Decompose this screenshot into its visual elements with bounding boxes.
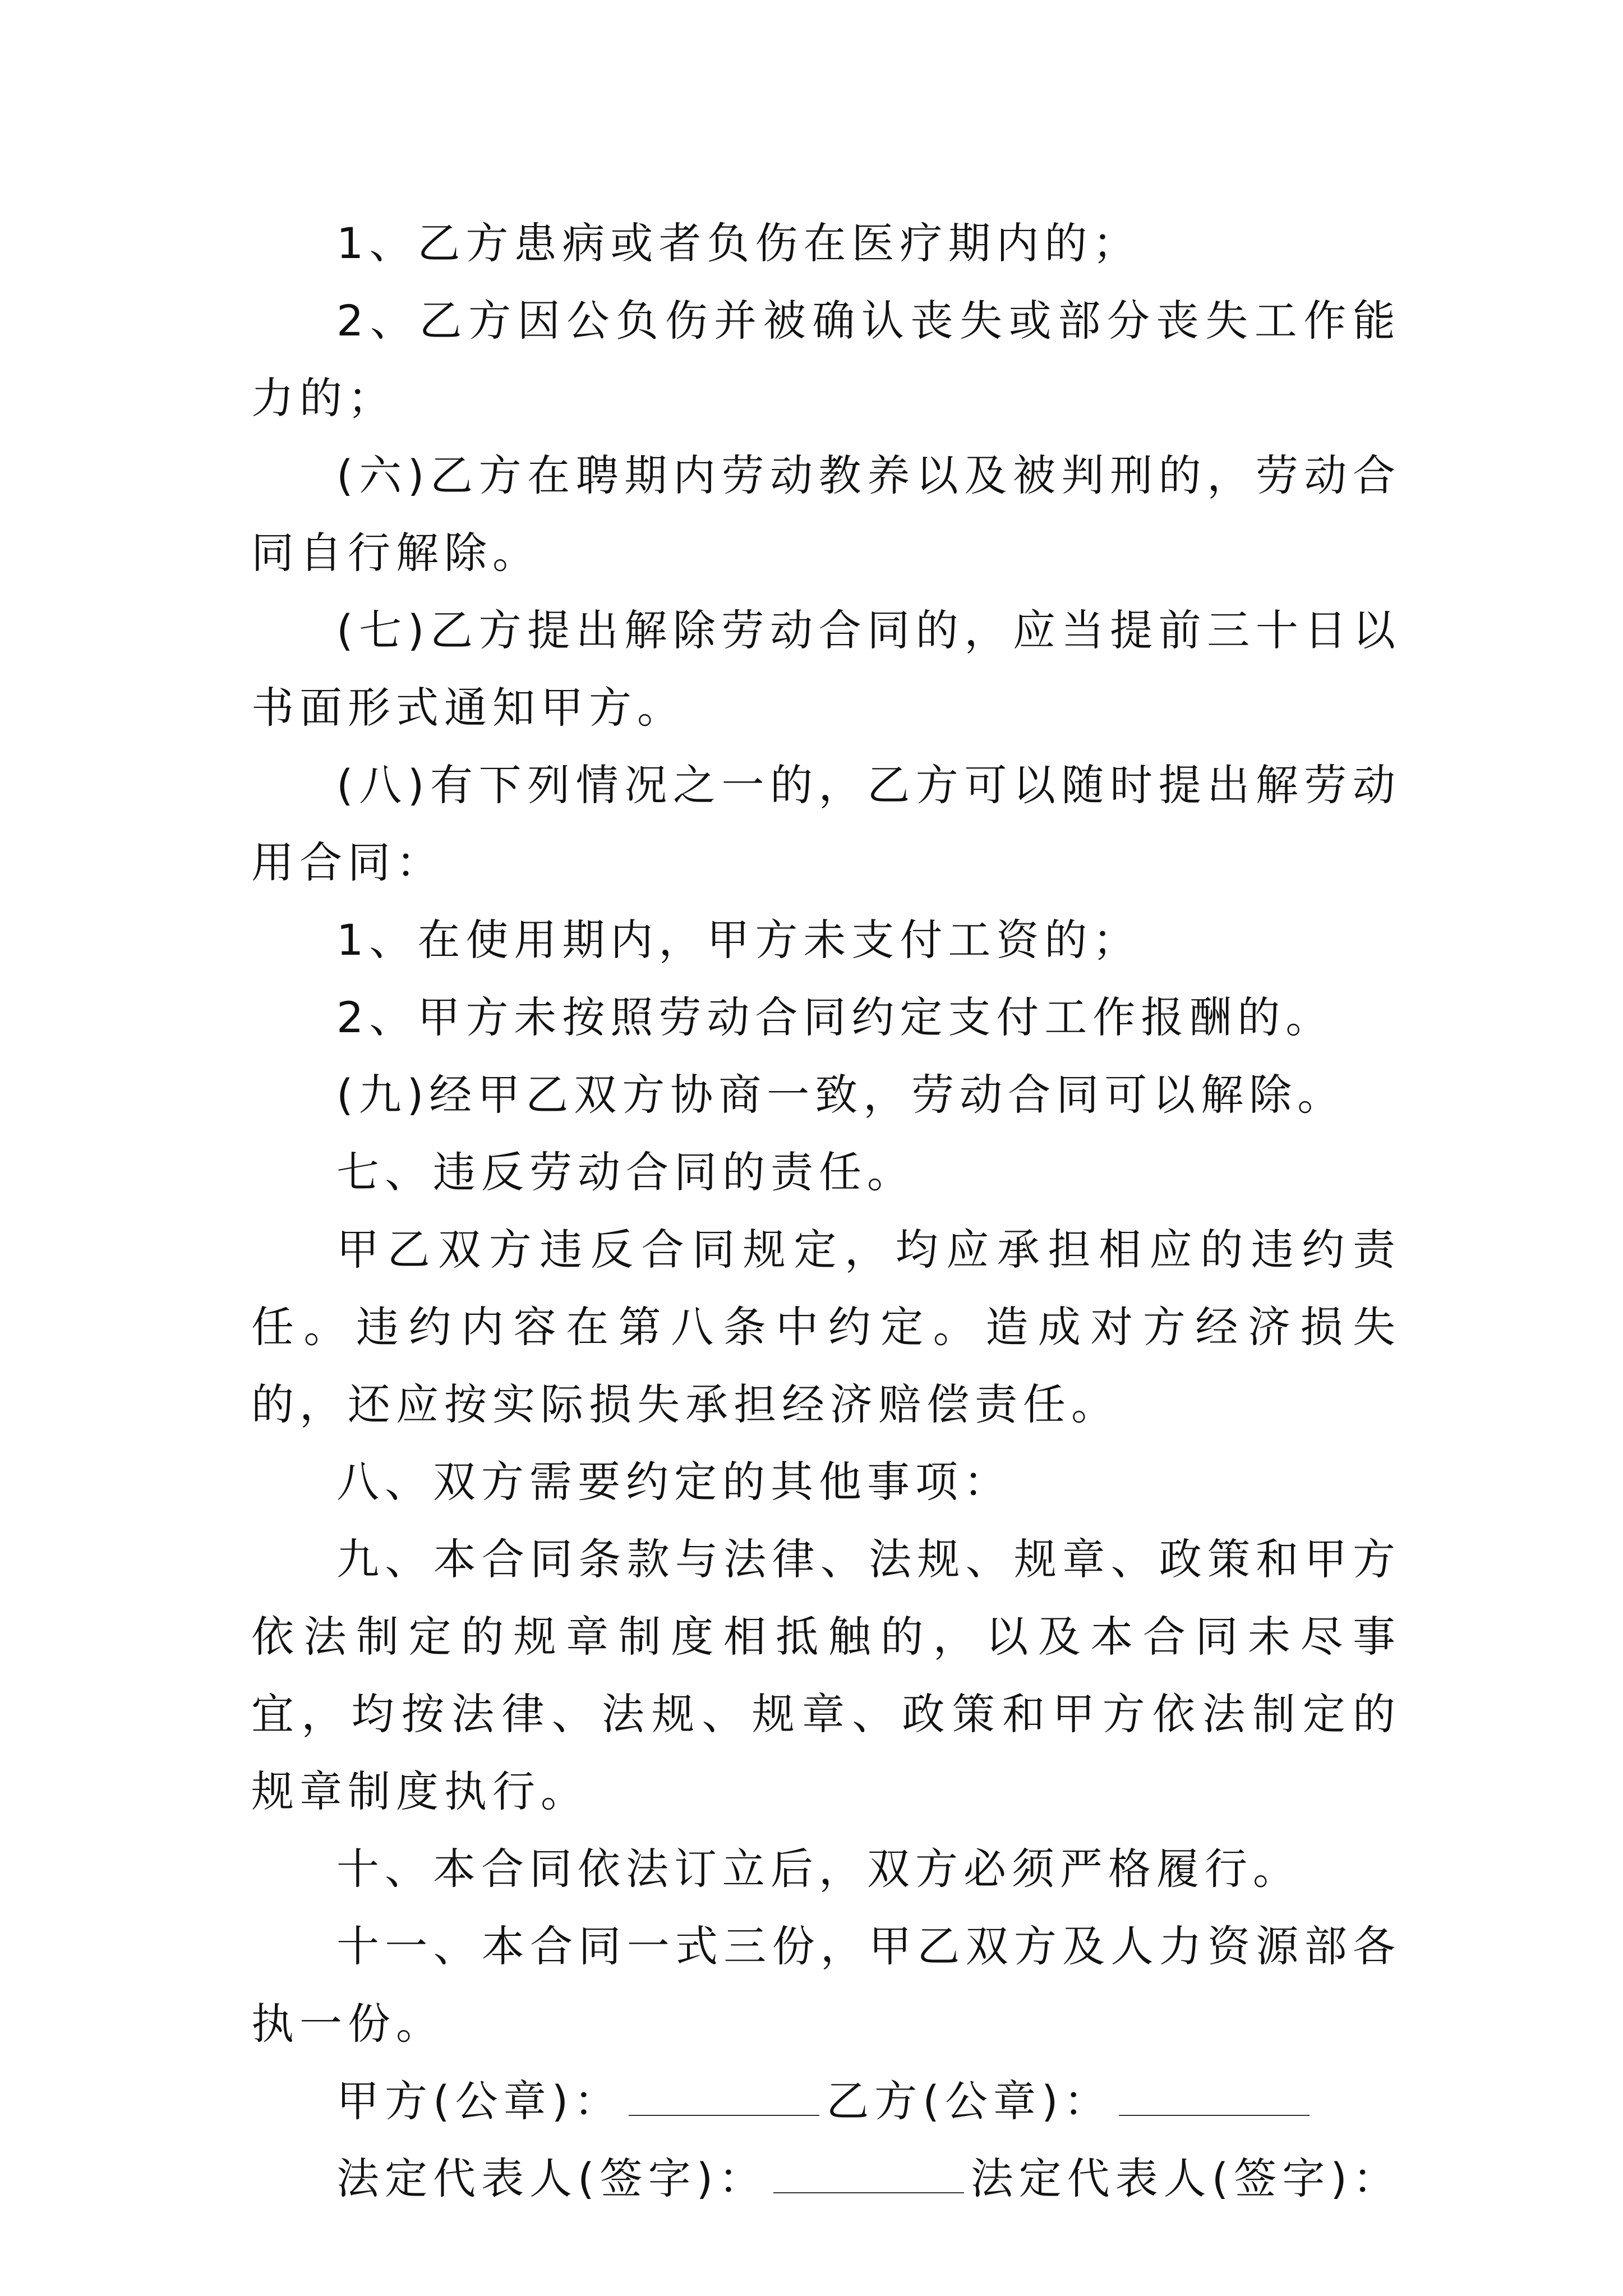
party-a-seal-label: 甲方(公章)： xyxy=(336,2076,623,2126)
party-b-rep-label: 法定代表人(签字)： xyxy=(970,2154,1401,2203)
paragraph: 甲乙双方违反合同规定，均应承担相应的违约责任。违约内容在第八条中约定。造成对方经济损失的，还应按实际损失承担经济赔偿责任。 xyxy=(251,1225,1401,1429)
section-heading: 八、双方需要约定的其他事项： xyxy=(336,1457,1012,1507)
representative-line xyxy=(251,2140,1401,2217)
document-body xyxy=(251,205,1401,2217)
party-b-seal-label: 乙方(公章)： xyxy=(826,2076,1112,2126)
party-a-rep-label: 法定代表人(签字)： xyxy=(336,2154,767,2203)
paragraph: (六)乙方在聘期内劳动教养以及被判刑的，劳动合同自行解除。 xyxy=(251,450,1401,578)
paragraph: 九、本合同条款与法律、法规、规章、政策和甲方依法制定的规章制度相抵触的，以及本合同未尽事宜，均按法律、法规、规章、政策和甲方依法制定的规章制度执行。 xyxy=(251,1534,1401,1816)
party-a-seal-blank xyxy=(629,2081,819,2116)
paragraph: (八)有下列情况之一的，乙方可以随时提出解劳动用合同： xyxy=(251,760,1401,887)
paragraph: 2、乙方因公负伤并被确认丧失或部分丧失工作能力的； xyxy=(251,296,1401,423)
seal-line xyxy=(251,2063,1401,2140)
paragraph: (七)乙方提出解除劳动合同的，应当提前三十日以书面形式通知甲方。 xyxy=(251,605,1401,733)
paragraph: 2、甲方未按照劳动合同约定支付工作报酬的。 xyxy=(336,992,1334,1042)
paragraph: 十一、本合同一式三份，甲乙双方及人力资源部各执一份。 xyxy=(251,1921,1401,2049)
paragraph: 1、乙方患病或者负伤在医疗期内的； xyxy=(336,218,1141,268)
party-b-seal-blank xyxy=(1119,2081,1310,2116)
party-a-rep-blank xyxy=(773,2159,963,2193)
section-heading: 七、违反劳动合同的责任。 xyxy=(336,1147,915,1197)
paragraph: 十、本合同依法订立后，双方必须严格履行。 xyxy=(336,1844,1301,1894)
paragraph: (九)经甲乙双方协商一致，劳动合同可以解除。 xyxy=(336,1070,1346,1120)
paragraph: 1、在使用期内，甲方未支付工资的； xyxy=(336,915,1141,965)
